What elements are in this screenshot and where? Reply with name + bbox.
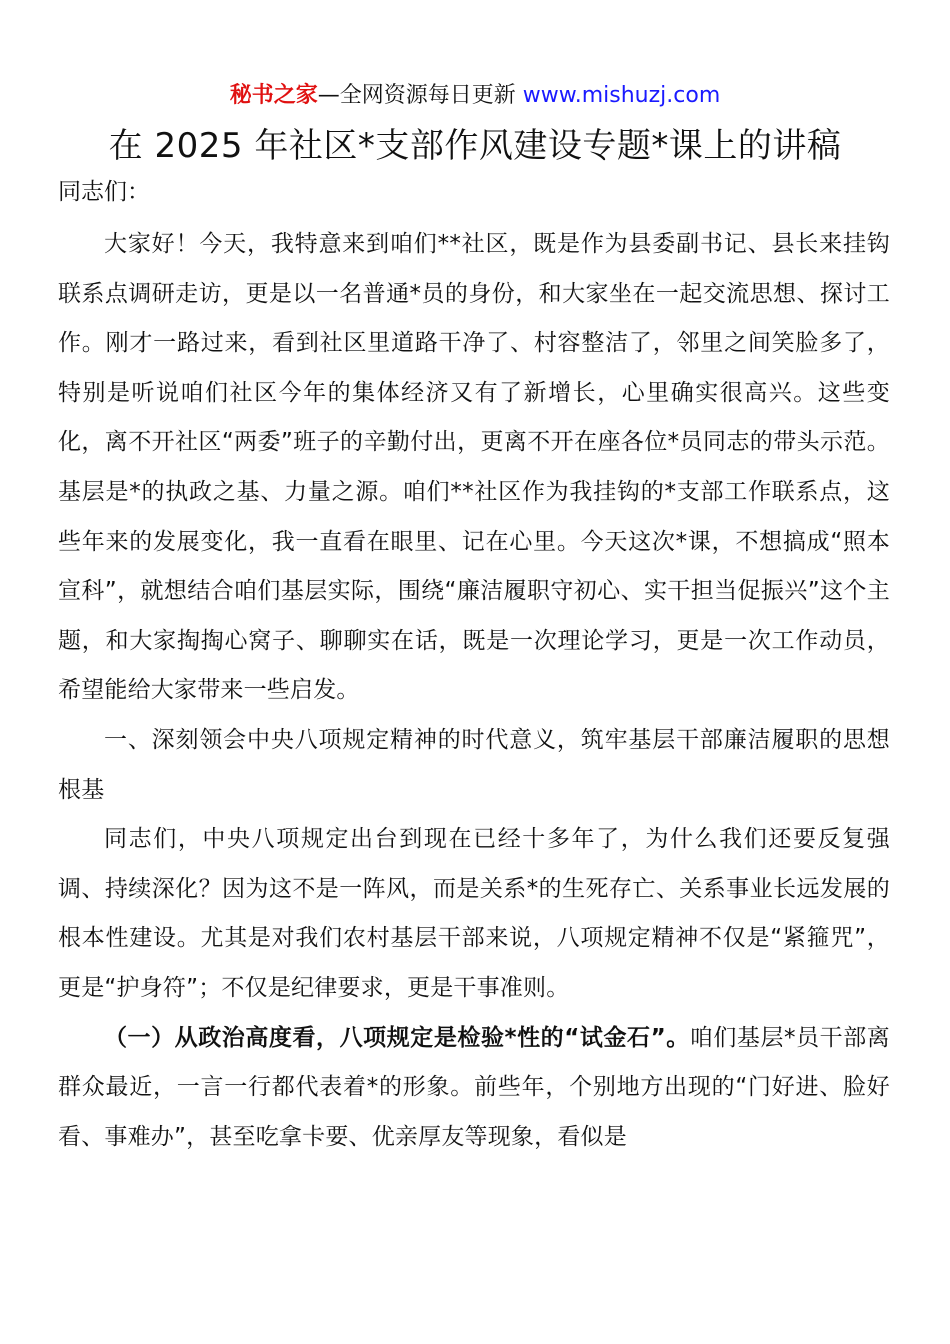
section-heading-text: 一、深刻领会中央八项规定精神的时代意义，筑牢基层干部廉洁履职的思想根基 <box>58 726 890 803</box>
site-banner <box>0 80 950 112</box>
paragraph <box>58 1014 890 1163</box>
banner-url-link[interactable]: www.mishuzj.com <box>522 83 721 108</box>
subsection-lead: （一）从政治高度看，八项规定是检验*性的“试金石”。 <box>104 1024 690 1051</box>
document-title: 在 2025 年社区*支部作风建设专题*课上的讲稿 <box>108 126 842 166</box>
salutation: 同志们： <box>58 179 150 205</box>
banner-slogan: —全网资源每日更新 <box>317 83 516 108</box>
document-body <box>58 172 890 1162</box>
paragraph-text: 同志们，中央八项规定出台到现在已经十多年了，为什么我们还要反复强调、持续深化？因为这不是一阵风，而是关系*的生死存亡、关系事业长远发展的根本性建设。尤其是对我们农村基层干部来说，八项规定精神不仅是“紧箍咒”，更是“护身符”；不仅是纪律要求，更是干事准则。 <box>58 826 890 1001</box>
paragraph <box>58 815 890 1013</box>
paragraph <box>58 220 890 716</box>
paragraph-text: 大家好！今天，我特意来到咱们*​*社区，既是作为县委副书记、县长来挂钩联系点调研走访，更是以一名普通*员的身份，和大家坐在一起交流思想、探讨工作。刚才一路过来，看到社区里道路干净了、村容整洁了，邻里之间笑脸多了，特别是听说咱们社区今年的集体经济又有了新增长，心里确实很高兴。这些变化，离不开社区“两委”班子的辛勤付出，更离不开在座各位*员同志的带头示范。基层是*的执政之基、力量之源。咱们*​*社区作为我挂钩的*支部工作联系点，这些年来的发展变化，我一直看在眼里、记在心里。今天这次*课，不想搞成“照本宣科”，就想结合咱们基层实际，围绕“廉洁履职守初心、实干担当促振兴”这个主题，和大家掏掏心窝子、聊聊实在话，既是一次理论学习，更是一次工作动员，希望能给大家带来一些启发。 <box>58 231 890 704</box>
banner-brand: 秘书之家 <box>229 83 318 108</box>
paragraph-text: 咱们基层*员干部离群众最近，一言一行都代表着*的形象。前些年，个别地方出现的“门好进、脸好看、事难办”，甚至吃拿卡要、优亲厚友等现象，看似是 <box>58 1024 890 1150</box>
section-heading <box>58 716 890 815</box>
